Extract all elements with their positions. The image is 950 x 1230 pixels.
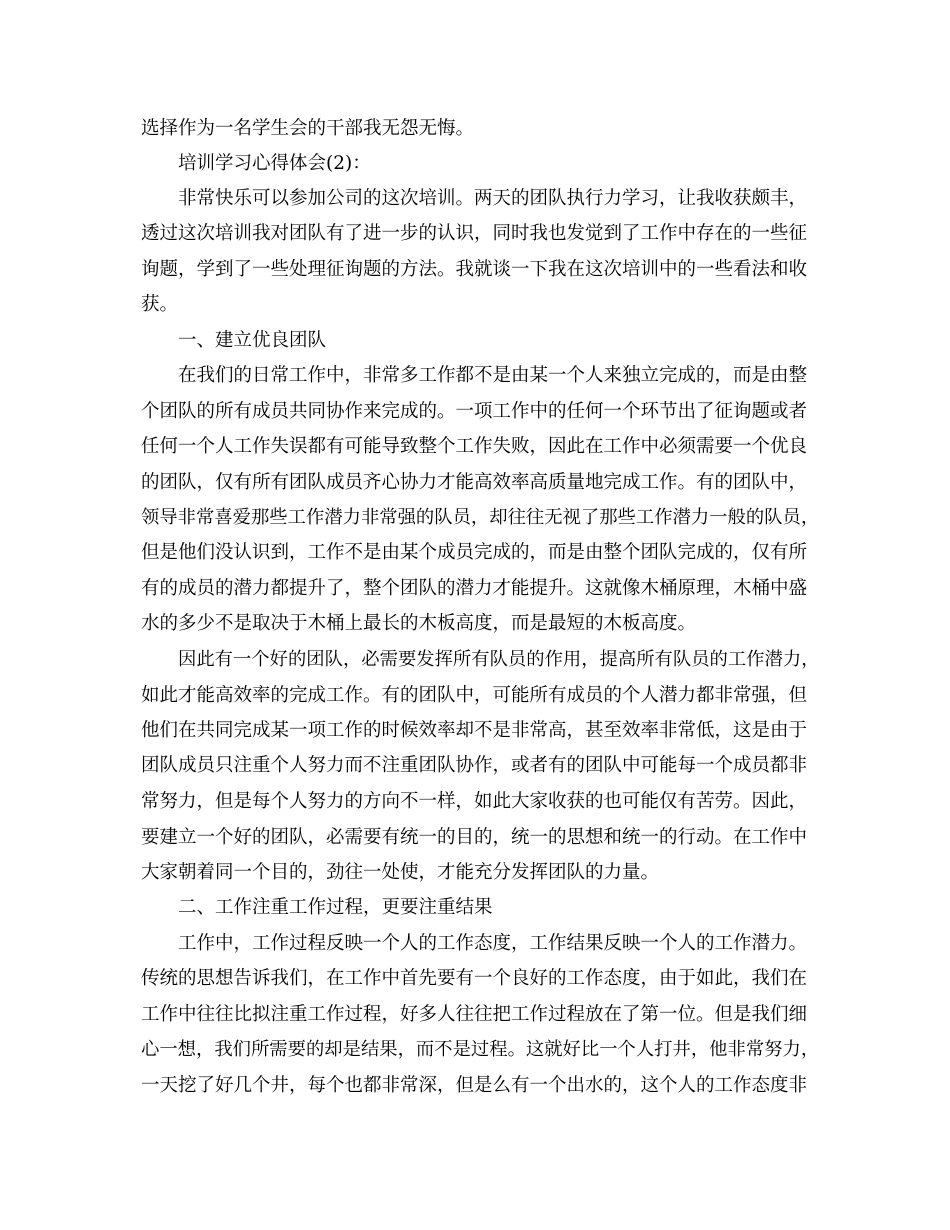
- text-line: 因此有一个好的团队，必需要发挥所有队员的作用，提高所有队员的工作潜力，: [178, 649, 820, 670]
- text-line: 有的成员的潜力都提升了，整个团队的潜力才能提升。这就像木桶原理，木桶中盛: [141, 578, 808, 599]
- text-line: 如此才能高效率的完成工作。有的团队中，可能所有成员的个人潜力都非常强，但: [141, 685, 808, 706]
- text-line: 但是他们没认识到，工作不是由某个成员完成的，而是由整个团队完成的，仅有所: [141, 542, 808, 563]
- text-line: 工作中往往比拟注重工作过程，好多人往往把工作过程放在了第一位。但是我们细: [141, 1004, 808, 1025]
- text-line: 个团队的所有成员共同协作来完成的。一项工作中的任何一个环节出了征询题或者: [141, 401, 808, 422]
- text-line: 心一想，我们所需要的却是结果，而不是过程。这就好比一个人打井，他非常努力，: [141, 1039, 820, 1060]
- text-line: 水的多少不是取决于木桶上最长的木板高度，而是最短的木板高度。: [141, 613, 697, 634]
- text-line: 任何一个人工作失误都有可能导致整个工作失败，因此在工作中必须需要一个优良: [141, 436, 808, 457]
- text-line: 大家朝着同一个目的，劲往一处使，才能充分发挥团队的力量。: [141, 862, 660, 883]
- text-line: 他们在共同完成某一项工作的时候效率却不是非常高，甚至效率非常低，这是由于: [141, 720, 808, 741]
- text-line: 选择作为一名学生会的干部我无怨无悔。: [141, 118, 475, 139]
- section-heading: 一、建立优良团队: [178, 330, 327, 351]
- text-line: 领导非常喜爱那些工作潜力非常强的队员，却往往无视了那些工作潜力一般的队员，: [141, 507, 820, 528]
- text-line: 常努力，但是每个人努力的方向不一样，如此大家收获的也可能仅有苦劳。因此，: [141, 791, 808, 812]
- text-line: 询题，学到了一些处理征询题的方法。我就谈一下我在这次培训中的一些看法和收: [141, 259, 808, 280]
- section-heading: 二、工作注重工作过程，更要注重结果: [178, 897, 493, 918]
- text-line: 在我们的日常工作中，非常多工作都不是由某一个人来独立完成的，而是由整: [178, 365, 808, 386]
- text-line: 的团队，仅有所有团队成员齐心协力才能高效率高质量地完成工作。有的团队中，: [141, 472, 808, 493]
- text-line: 传统的思想告诉我们，在工作中首先要有一个良好的工作态度，由于如此，我们在: [141, 968, 808, 989]
- text-line: 团队成员只注重个人努力而不注重团队协作，或者有的团队中可能每一个成员都非: [141, 755, 808, 776]
- text-line: 非常快乐可以参加公司的这次培训。两天的团队执行力学习，让我收获颇丰，: [178, 188, 808, 209]
- text-line: 一天挖了好几个井，每个也都非常深，但是么有一个出水的，这个人的工作态度非: [141, 1075, 808, 1096]
- text-line: 获。: [141, 294, 179, 315]
- text-line: 要建立一个好的团队，必需要有统一的目的，统一的思想和统一的行动。在工作中: [141, 827, 808, 848]
- section-title: 培训学习心得体会(2)：: [178, 153, 371, 174]
- text-line: 工作中，工作过程反映一个人的工作态度，工作结果反映一个人的工作潜力。: [178, 933, 808, 954]
- text-line: 透过这次培训我对团队有了进一步的认识，同时我也发觉到了工作中存在的一些征: [141, 223, 808, 244]
